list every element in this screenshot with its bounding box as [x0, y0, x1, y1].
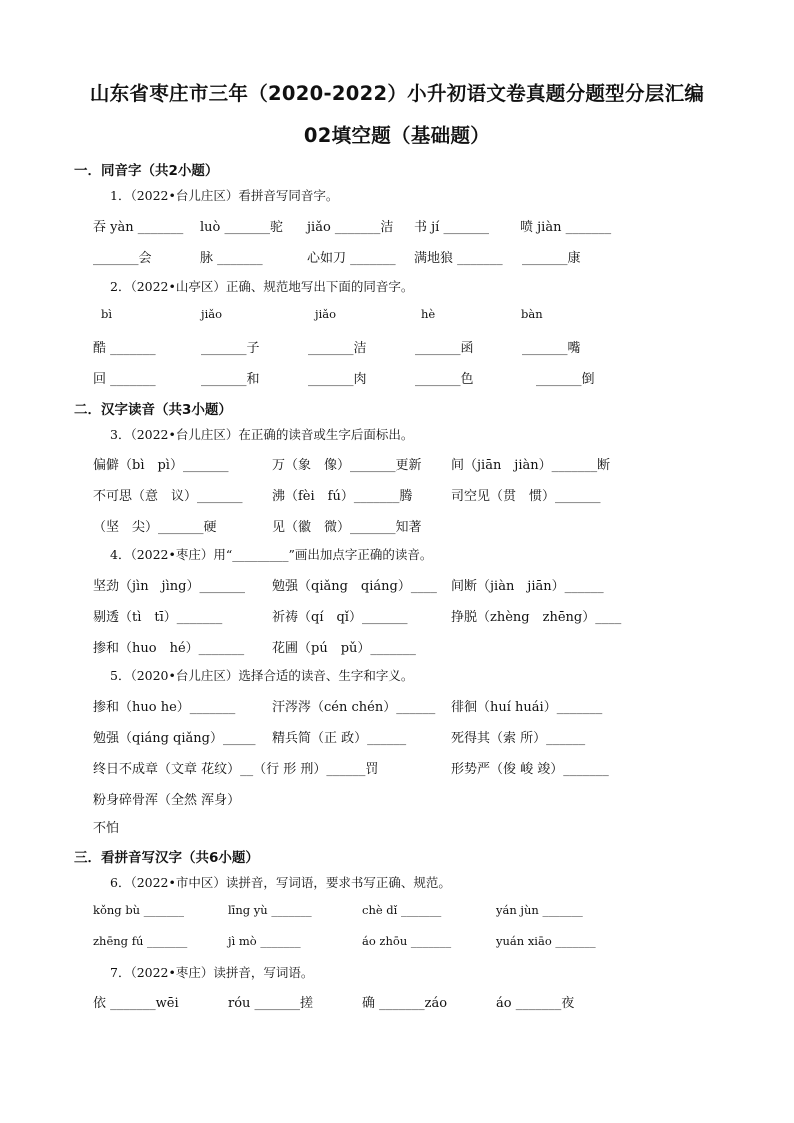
answer-cell: 汗涔涔（cén chén）______ — [272, 700, 436, 715]
pinyin-row — [0, 307, 794, 327]
answer-cell: yuán xiāo _______ — [496, 934, 596, 948]
question-stem: 4．（2022•枣庄）用“_________”画出加点字正确的读音。 — [110, 547, 433, 562]
answer-cell: 心如刀 _______ — [307, 251, 396, 266]
answer-cell: _______和 — [201, 372, 260, 387]
answer-cell: 形势严（俊 峻 竣）_______ — [451, 762, 609, 777]
answer-row — [0, 789, 794, 809]
answer-cell: 满地狼 _______ — [414, 251, 503, 266]
answer-cell: chè dǐ _______ — [362, 903, 442, 917]
answer-cell: _______嘴 — [522, 341, 581, 356]
answer-cell: _______子 — [201, 341, 260, 356]
answer-cell: 吞 yàn _______ — [93, 220, 184, 235]
answer-cell: 间（jiān jiàn）_______断 — [451, 458, 611, 473]
answer-cell: 万（象 像）_______更新 — [272, 458, 422, 473]
answer-cell: 酷 _______ — [93, 341, 156, 356]
answer-cell: līng yù _______ — [228, 903, 312, 917]
answer-cell: 终日不成章（文章 花纹）__（行 形 刑）______罚 — [93, 762, 379, 777]
answer-cell: 司空见（贯 惯）_______ — [451, 489, 601, 504]
answer-cell: _______康 — [522, 251, 581, 266]
section-heading: 一．同音字（共2小题） — [74, 163, 219, 179]
pinyin-cell: bì — [101, 307, 113, 321]
answer-row — [0, 758, 794, 778]
answer-cell: 沸（fèi fú）_______腾 — [272, 489, 413, 504]
answer-cell: róu _______搓 — [228, 996, 314, 1011]
answer-cell: 死得其（索 所）______ — [451, 731, 586, 746]
answer-cell: 脉 _______ — [200, 251, 263, 266]
answer-cell: _______会 — [93, 251, 152, 266]
pinyin-cell: hè — [421, 307, 436, 321]
section-heading: 三．看拼音写汉字（共6小题） — [74, 850, 259, 866]
answer-cell: jiǎo _______洁 — [307, 220, 394, 235]
answer-cell: （坚 尖）_______硬 — [93, 520, 217, 535]
answer-cell: 花圃（pú pǔ）_______ — [272, 641, 416, 656]
doc-title-line2: 02填空题（基础题） — [303, 124, 491, 147]
answer-row — [0, 216, 794, 236]
answer-cell: _______倒 — [536, 372, 595, 387]
answer-cell: _______函 — [415, 341, 474, 356]
answer-cell: 精兵简（正 政）______ — [272, 731, 407, 746]
answer-cell: 回 _______ — [93, 372, 156, 387]
question-stem: 5．（2020•台儿庄区）选择合适的读音、生字和字义。 — [110, 668, 414, 683]
answer-cell: 剔透（tì tī）_______ — [93, 610, 223, 625]
answer-cell: 确 _______záo — [362, 996, 448, 1011]
answer-row — [0, 606, 794, 626]
answer-row — [0, 368, 794, 388]
answer-cell: 不可思（意 议）_______ — [93, 489, 243, 504]
answer-row — [0, 934, 794, 954]
answer-cell: 祈祷（qí qǐ）_______ — [272, 610, 408, 625]
answer-cell: 粉身碎骨浑（全然 浑身） — [93, 793, 241, 808]
answer-row — [0, 727, 794, 747]
answer-row — [0, 247, 794, 267]
answer-cell: luò _______驼 — [200, 220, 283, 235]
answer-row — [0, 903, 794, 923]
question-stem: 7．（2022•枣庄）读拼音，写词语。 — [110, 965, 314, 980]
answer-cell: 徘徊（huí huái）_______ — [451, 700, 603, 715]
answer-row — [0, 516, 794, 536]
answer-cell: yán jùn _______ — [496, 903, 583, 917]
answer-cell: áo zhōu _______ — [362, 934, 452, 948]
question-stem: 3．（2022•台儿庄区）在正确的读音或生字后面标出。 — [110, 427, 414, 442]
answer-cell: áo _______夜 — [496, 996, 575, 1011]
answer-cell: 掺和（huo he）_______ — [93, 700, 236, 715]
answer-row — [0, 485, 794, 505]
answer-row — [0, 637, 794, 657]
answer-cell: 勉强（qiáng qiǎng）_____ — [93, 731, 256, 746]
answer-cell: _______色 — [415, 372, 474, 387]
answer-row — [0, 337, 794, 357]
answer-row — [0, 696, 794, 716]
answer-row — [0, 817, 794, 837]
question-stem: 1．（2022•台儿庄区）看拼音写同音字。 — [110, 188, 339, 203]
answer-cell: 依 _______wēi — [93, 996, 179, 1011]
answer-cell: 掺和（huo hé）_______ — [93, 641, 245, 656]
answer-row — [0, 992, 794, 1012]
answer-cell: 偏僻（bì pì）_______ — [93, 458, 229, 473]
pinyin-cell: bàn — [521, 307, 543, 321]
answer-cell: 间断（jiàn jiān）______ — [451, 579, 604, 594]
question-stem: 6．（2022•市中区）读拼音，写词语，要求书写正确、规范。 — [110, 875, 451, 890]
answer-cell: 见（徽 微）_______知著 — [272, 520, 422, 535]
answer-cell: 勉强（qiǎng qiáng）____ — [272, 579, 437, 594]
answer-cell: _______肉 — [308, 372, 367, 387]
answer-cell: kǒng bù _______ — [93, 903, 184, 917]
answer-cell: 不怕 — [93, 821, 120, 836]
answer-cell: 挣脱（zhèng zhēng）____ — [451, 610, 622, 625]
pinyin-cell: jiǎo — [201, 307, 223, 321]
answer-row — [0, 454, 794, 474]
section-heading: 二．汉字读音（共3小题） — [74, 402, 232, 418]
question-stem: 2．（2022•山亭区）正确、规范地写出下面的同音字。 — [110, 279, 414, 294]
answer-cell: 喷 jiàn _______ — [520, 220, 612, 235]
doc-title-line1: 山东省枣庄市三年（2020-2022）小升初语文卷真题分题型分层汇编 — [89, 82, 705, 105]
answer-cell: 坚劲（jìn jìng）_______ — [93, 579, 245, 594]
answer-row — [0, 575, 794, 595]
answer-cell: 书 jí _______ — [414, 220, 489, 235]
answer-cell: zhēng fú _______ — [93, 934, 188, 948]
answer-cell: jì mò _______ — [228, 934, 301, 948]
answer-cell: _______洁 — [308, 341, 367, 356]
pinyin-cell: jiǎo — [315, 307, 337, 321]
